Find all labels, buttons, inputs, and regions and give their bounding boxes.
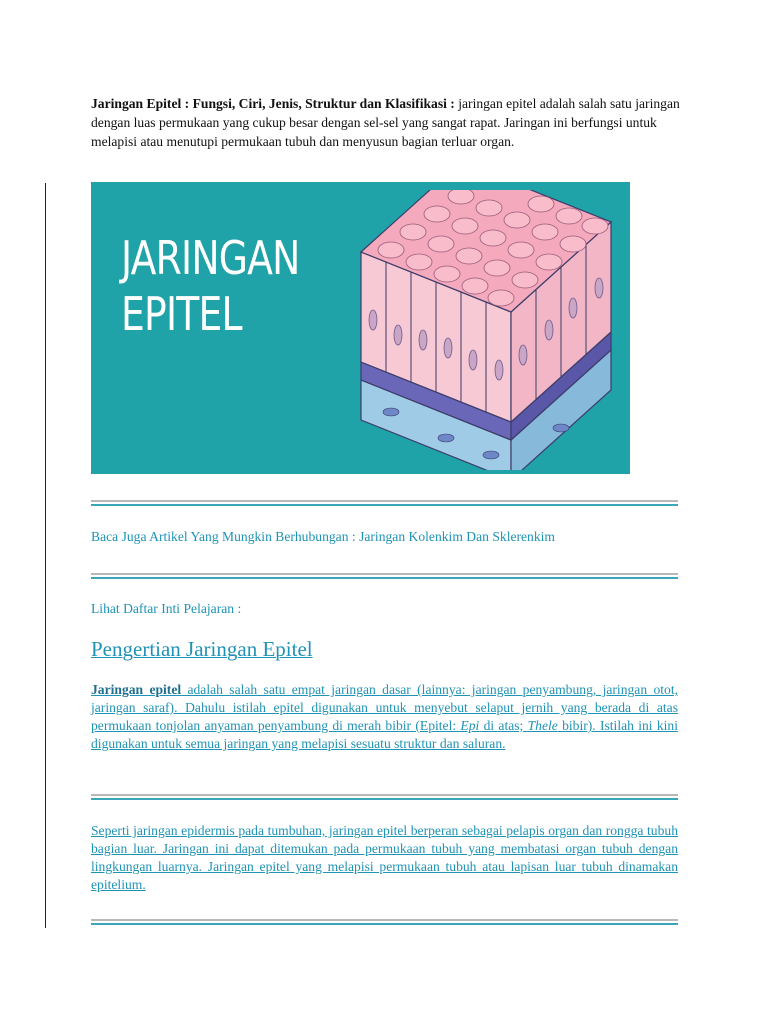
section-heading[interactable]: Pengertian Jaringan Epitel <box>91 637 313 661</box>
para1-thele: Thele <box>527 718 558 733</box>
para1-text2: di atas; <box>479 718 528 733</box>
intro-text: jaringan epitel adalah salah satu jaringan dengan luas permukaan yang cukup besar dengan sel-sel yang sangat rapat. Jaringan ini berfungsi untuk melapisi atau menutupi permukaan tubuh dan menyusun bagian terluar organ. <box>91 96 680 149</box>
para1-text3: bibir). Istilah ini kini digunakan untuk semua jaringan yang melapisi sesuatu struktur dan saluran. <box>91 718 678 751</box>
left-margin-rule <box>45 183 46 928</box>
separator-4 <box>91 919 678 926</box>
separator-3 <box>91 794 678 801</box>
para1-text1: adalah salah satu empat jaringan dasar (lainnya: jaringan penyambung, jaringan otot, jaringan saraf). Dahulu istilah epitel digunakan untuk menyebut selaput jernih yang berada di atas permukaan tonjolan anyaman penyambung di merah bibir (Epitel: <box>91 682 678 733</box>
intro-title: Jaringan Epitel : Fungsi, Ciri, Jenis, Struktur dan Klasifikasi : <box>91 96 455 111</box>
hero-title-line2: EPITEL <box>121 287 242 341</box>
term-jaringan-epitel: Jaringan epitel <box>91 682 182 697</box>
separator-1 <box>91 500 678 507</box>
intro-paragraph <box>91 94 681 151</box>
baca-juga-link[interactable]: Baca Juga Artikel Yang Mungkin Berhubungan : Jaringan Kolenkim Dan Sklerenkim <box>91 529 556 544</box>
hero-image <box>91 182 630 474</box>
daftar-inti-link[interactable]: Lihat Daftar Inti Pelajaran : <box>91 601 242 616</box>
epithelium-illustration <box>351 190 621 470</box>
hero-title-line1: JARINGAN <box>121 231 300 285</box>
para1-epi: Epi <box>460 718 480 733</box>
separator-2 <box>91 573 678 580</box>
definition-paragraph[interactable] <box>91 681 678 753</box>
role-paragraph[interactable]: Seperti jaringan epidermis pada tumbuhan, jaringan epitel berperan sebagai pelapis organ dan rongga tubuh bagian luar. Jaringan ini dapat ditemukan pada permukaan tubuh yang membatasi organ tubuh dengan lingkungan luarnya. Jaringan epitel yang melapisi permukaan tubuh atau lapisan luar tubuh dinamakan epitelium. <box>91 823 678 892</box>
hero-title <box>121 230 300 342</box>
